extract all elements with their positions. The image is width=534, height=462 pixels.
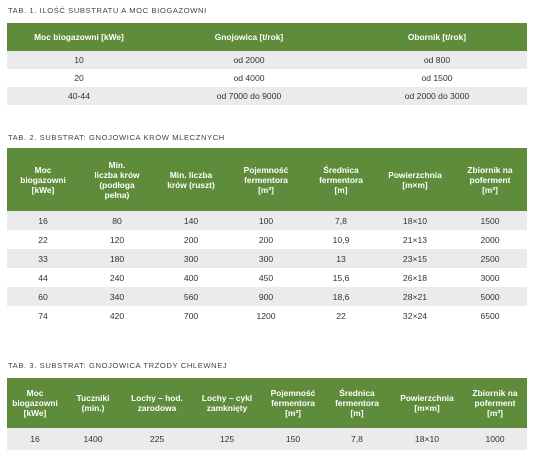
table-row: [7, 211, 527, 230]
table-cell: 120: [79, 230, 155, 249]
table-cell: 200: [227, 230, 305, 249]
header-line: fermentora: [271, 398, 315, 408]
table2-header-4: [305, 148, 377, 211]
header-line: poferment: [469, 174, 511, 185]
header-line: (min.): [81, 403, 105, 413]
table-cell: 44: [7, 268, 79, 287]
header-line: Lochy – hod.: [131, 393, 183, 403]
table2-header-1: [79, 148, 155, 211]
table-cell: od 1500: [347, 69, 527, 87]
table3: [7, 378, 527, 450]
table1: [7, 23, 527, 105]
header-line: [kWe]: [23, 408, 47, 418]
header-line: fermentora: [319, 174, 363, 185]
table-cell: 1400: [63, 428, 123, 450]
header-line: Średnica: [339, 388, 375, 398]
header-line: Zbiornik na: [467, 164, 513, 175]
table-cell: 20: [7, 69, 151, 87]
header-line: krów (ruszt): [167, 179, 215, 190]
table-cell: od 800: [347, 51, 527, 69]
table-cell: od 2000: [151, 51, 347, 69]
table-cell: 10: [7, 51, 151, 69]
table3-header-2: [123, 378, 191, 428]
table-row: [7, 87, 527, 105]
table-cell: 18×10: [391, 428, 463, 450]
table-cell: od 7000 do 9000: [151, 87, 347, 105]
table-cell: 1000: [463, 428, 527, 450]
header-line: [m³]: [482, 184, 498, 195]
header-line: [kWe]: [31, 184, 55, 195]
table-cell: 15,6: [305, 268, 377, 287]
header-line: zarodowa: [137, 403, 177, 413]
table-cell: 23×15: [377, 249, 453, 268]
header-line: Tuczniki: [76, 393, 110, 403]
header-line: [m³]: [285, 408, 301, 418]
table-cell: 420: [79, 306, 155, 325]
table-cell: 80: [79, 211, 155, 230]
table-cell: 28×21: [377, 287, 453, 306]
table2-header-6: [453, 148, 527, 211]
table-cell: 240: [79, 268, 155, 287]
header-line: Min.: [108, 159, 126, 170]
table-cell: 74: [7, 306, 79, 325]
table-cell: 100: [227, 211, 305, 230]
header-line: poferment: [474, 398, 516, 408]
table-cell: 300: [155, 249, 227, 268]
table3-header-1: [63, 378, 123, 428]
header-line: Średnica: [323, 164, 359, 175]
table-cell: 33: [7, 249, 79, 268]
header-line: biogazowni: [20, 174, 66, 185]
table-cell: 140: [155, 211, 227, 230]
header-line: [m³]: [487, 408, 503, 418]
table-cell: 1500: [453, 211, 527, 230]
header-line: [m³]: [258, 184, 274, 195]
header-line: [m]: [334, 184, 348, 195]
header-line: Pojemność: [243, 164, 289, 175]
table-row: [7, 249, 527, 268]
table-cell: 7,8: [305, 211, 377, 230]
table-cell: 125: [191, 428, 263, 450]
table2-caption: TAB. 2. SUBSTRAT: GNOJOWICA KRÓW MLECZNYCH: [8, 133, 225, 142]
table-cell: 1200: [227, 306, 305, 325]
header-line: pełna): [104, 189, 130, 200]
table-cell: 16: [7, 428, 63, 450]
table2-header-2: [155, 148, 227, 211]
header-line: Pojemność: [270, 388, 316, 398]
header-line: biogazowni: [12, 398, 58, 408]
header-line: zamknięty: [206, 403, 248, 413]
header-line: [m]: [350, 408, 364, 418]
table-cell: od 4000: [151, 69, 347, 87]
table-cell: 2500: [453, 249, 527, 268]
table-cell: 560: [155, 287, 227, 306]
header-line: liczba krów: [94, 169, 140, 180]
header-line: fermentora: [335, 398, 379, 408]
table-cell: 450: [227, 268, 305, 287]
table-cell: 18,6: [305, 287, 377, 306]
header-line: (podłoga: [99, 179, 135, 190]
table-cell: 10,9: [305, 230, 377, 249]
table2-header-3: [227, 148, 305, 211]
table3-caption: TAB. 3. SUBSTRAT: GNOJOWICA TRZODY CHLEWNEJ: [8, 361, 228, 370]
table1-caption: TAB. 1. ILOŚĆ SUBSTRATU A MOC BIOGAZOWNI: [8, 6, 207, 15]
table-cell: 22: [305, 306, 377, 325]
table-cell: 400: [155, 268, 227, 287]
table2-header-0: [7, 148, 79, 211]
header-line: Powierzchnia: [388, 169, 442, 180]
table-cell: 900: [227, 287, 305, 306]
header-line: Min. liczba: [169, 169, 213, 180]
table-cell: 700: [155, 306, 227, 325]
table3-header-0: [7, 378, 63, 428]
table-cell: 7,8: [323, 428, 391, 450]
table-row: [7, 306, 527, 325]
table-cell: 180: [79, 249, 155, 268]
header-line: Moc: [34, 164, 52, 175]
table1-header-1: Gnojowica [t/rok]: [151, 23, 347, 51]
table-row: [7, 287, 527, 306]
table3-header-6: [391, 378, 463, 428]
table-cell: 13: [305, 249, 377, 268]
table-cell: 26×18: [377, 268, 453, 287]
table1-header-0: Moc biogazowni [kWe]: [7, 23, 151, 51]
table-row: [7, 230, 527, 249]
table-row: [7, 268, 527, 287]
table3-header-3: [191, 378, 263, 428]
header-line: [m×m]: [402, 179, 428, 190]
table1-header-2: Obornik [t/rok]: [347, 23, 527, 51]
table-cell: 6500: [453, 306, 527, 325]
table-row: [7, 69, 527, 87]
table2-header-5: [377, 148, 453, 211]
header-line: Zbiornik na: [472, 388, 518, 398]
header-line: Powierzchnia: [400, 393, 454, 403]
table3-header-7: [463, 378, 527, 428]
table3-header-4: [263, 378, 323, 428]
table-cell: 60: [7, 287, 79, 306]
header-line: [m×m]: [414, 403, 440, 413]
table-cell: 18×10: [377, 211, 453, 230]
table-cell: 340: [79, 287, 155, 306]
table-cell: 40-44: [7, 87, 151, 105]
table-cell: 225: [123, 428, 191, 450]
table-cell: 5000: [453, 287, 527, 306]
table-cell: 200: [155, 230, 227, 249]
table-cell: 150: [263, 428, 323, 450]
table3-header-5: [323, 378, 391, 428]
table-cell: 22: [7, 230, 79, 249]
header-line: Moc: [26, 388, 44, 398]
table-cell: 21×13: [377, 230, 453, 249]
table2: [7, 148, 527, 325]
table-cell: od 2000 do 3000: [347, 87, 527, 105]
header-line: Lochy – cykl: [201, 393, 253, 403]
table-cell: 2000: [453, 230, 527, 249]
table-row: [7, 428, 527, 450]
table-row: [7, 51, 527, 69]
header-line: fermentora: [244, 174, 288, 185]
table-cell: 16: [7, 211, 79, 230]
table-cell: 32×24: [377, 306, 453, 325]
table-cell: 300: [227, 249, 305, 268]
table-cell: 3000: [453, 268, 527, 287]
